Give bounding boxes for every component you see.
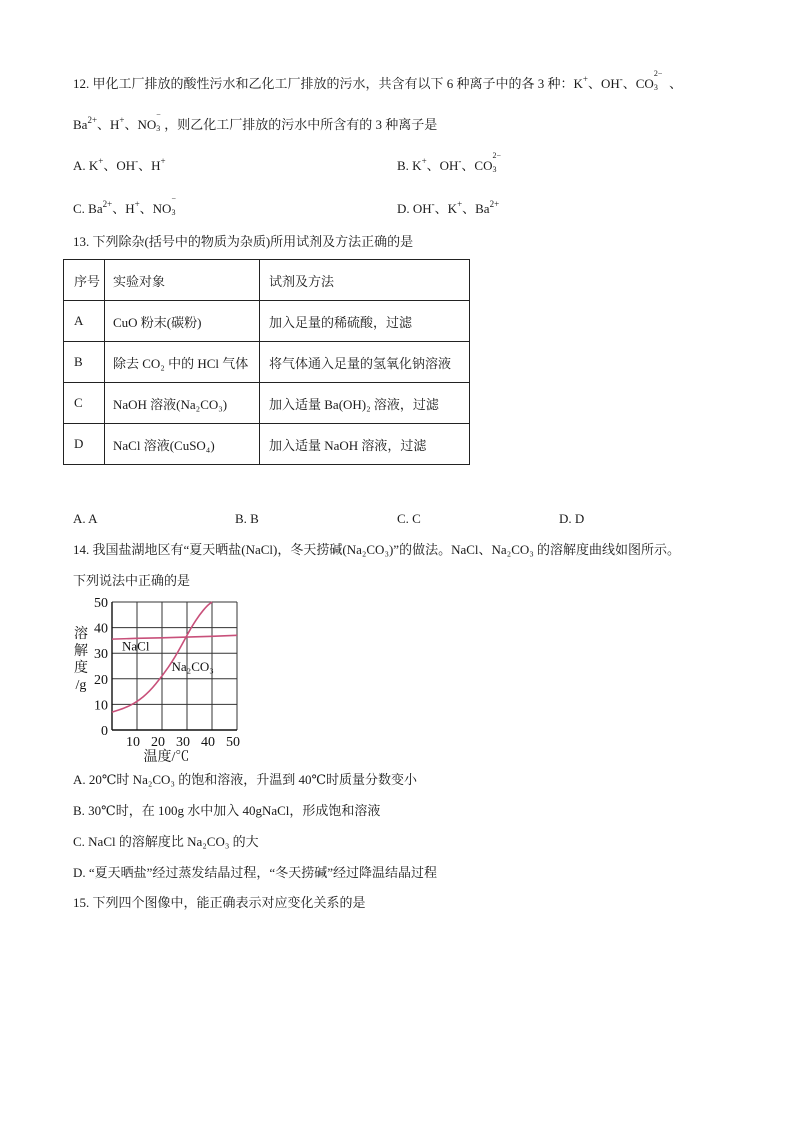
table-row [64,342,470,383]
x-tick-label: 10 [126,735,140,750]
x-tick-label: 20 [151,735,165,750]
series-label-na2co3: Na₂CO₃ [171,659,214,675]
q12-option-b[interactable]: B. K+、OH-、CO 2− 3 [397,151,501,174]
table-cell: NaCl 溶液(CuSO₄) [105,424,260,465]
table-cell: CuO 粉末(碳粉) [105,301,260,342]
y-axis-label-char: 溶 [74,627,88,642]
q13-stem: 13. 下列除杂(括号中的物质为杂质)所用试剂及方法正确的是 [73,234,414,249]
table-cell: 加入足量的稀硫酸，过滤 [260,301,470,342]
x-tick-label: 40 [201,735,215,750]
q14-option-a[interactable]: A. 20℃时 Na₂CO₃ 的饱和溶液，升温到 40℃时质量分数变小 [73,772,418,787]
table-cell: NaOH 溶液(Na₂CO₃) [105,383,260,424]
y-axis-label-char: 度 [74,661,88,676]
q14-stem-line1: 14. 我国盐湖地区有“夏天晒盐(NaCl)，冬天捞碱(Na₂CO₃)”的做法。NaCl、Na₂CO₃ 的溶解度曲线如图所示。 [73,542,681,557]
y-tick-label: 0 [101,724,108,739]
x-tick-label: 30 [176,735,190,750]
table-cell: B [64,342,105,383]
series-label-nacl: NaCl [122,638,150,654]
table-cell: 除去 CO₂ 中的 HCl 气体 [105,342,260,383]
q13-option-d[interactable]: D. D [559,511,585,526]
q13-option-b[interactable]: B. B [235,511,259,526]
q13-option-a[interactable]: A. A [73,511,98,526]
q12-stem-line1: 12. 甲化工厂排放的酸性污水和乙化工厂排放的污水，共含有以下 6 种离子中的各 3 种：K+、OH-、CO 2− 3 、 [73,69,683,92]
q14-option-b[interactable]: B. 30℃时，在 100g 水中加入 40gNaCl，形成饱和溶液 [73,803,381,818]
y-tick-label: 20 [94,672,108,688]
table-header-cell: 试剂及方法 [260,260,470,301]
q14-option-d[interactable]: D. “夏天晒盐”经过蒸发结晶过程，“冬天捞碱”经过降温结晶过程 [73,865,437,880]
table-cell: C [64,383,105,424]
table-cell: A [64,301,105,342]
table-cell: 加入适量 NaOH 溶液，过滤 [260,424,470,465]
q15-stem: 15. 下列四个图像中，能正确表示对应变化关系的是 [73,895,366,910]
y-axis-label-char: /g [75,678,87,693]
q12-option-a[interactable]: A. K+、OH-、H+ [73,156,166,173]
solubility-chart [68,592,258,767]
table-row [64,301,470,342]
q12-stem-line2: $Ba^{2+}$、H+、NO − 3 ，则乙化工厂排放的污水中所含有的 3 种离子是 [73,110,438,133]
q12-option-d[interactable]: D. OH-、K+、$Ba^{2+}$ [397,199,500,216]
q12-option-c[interactable]: C. $Ba^{2+}$、H+、NO − 3 [73,194,176,217]
q14-option-c[interactable]: C. NaCl 的溶解度比 Na₂CO₃ 的大 [73,834,259,849]
q14-stem-line2: 下列说法中正确的是 [73,573,191,588]
x-tick-label: 50 [226,735,240,750]
y-tick-label: 40 [94,621,108,637]
chart-series [112,602,237,712]
table-cell: 将气体通入足量的氢氧化钠溶液 [260,342,470,383]
y-axis-label-char: 解 [74,644,88,659]
x-axis-label: 温度/℃ [143,750,190,765]
table-cell: D [64,424,105,465]
table-cell: 加入适量 Ba(OH)₂ 溶液，过滤 [260,383,470,424]
chart-labels [74,596,240,765]
q13-table [63,259,470,465]
q13-option-c[interactable]: C. C [397,511,421,526]
y-tick-label: 30 [94,647,108,663]
table-row [64,383,470,424]
table-header-cell: 序号 [64,260,105,301]
y-tick-label: 50 [94,596,108,611]
table-header-row [64,260,470,301]
y-tick-label: 10 [94,698,108,714]
table-row [64,424,470,465]
table-header-cell: 实验对象 [105,260,260,301]
